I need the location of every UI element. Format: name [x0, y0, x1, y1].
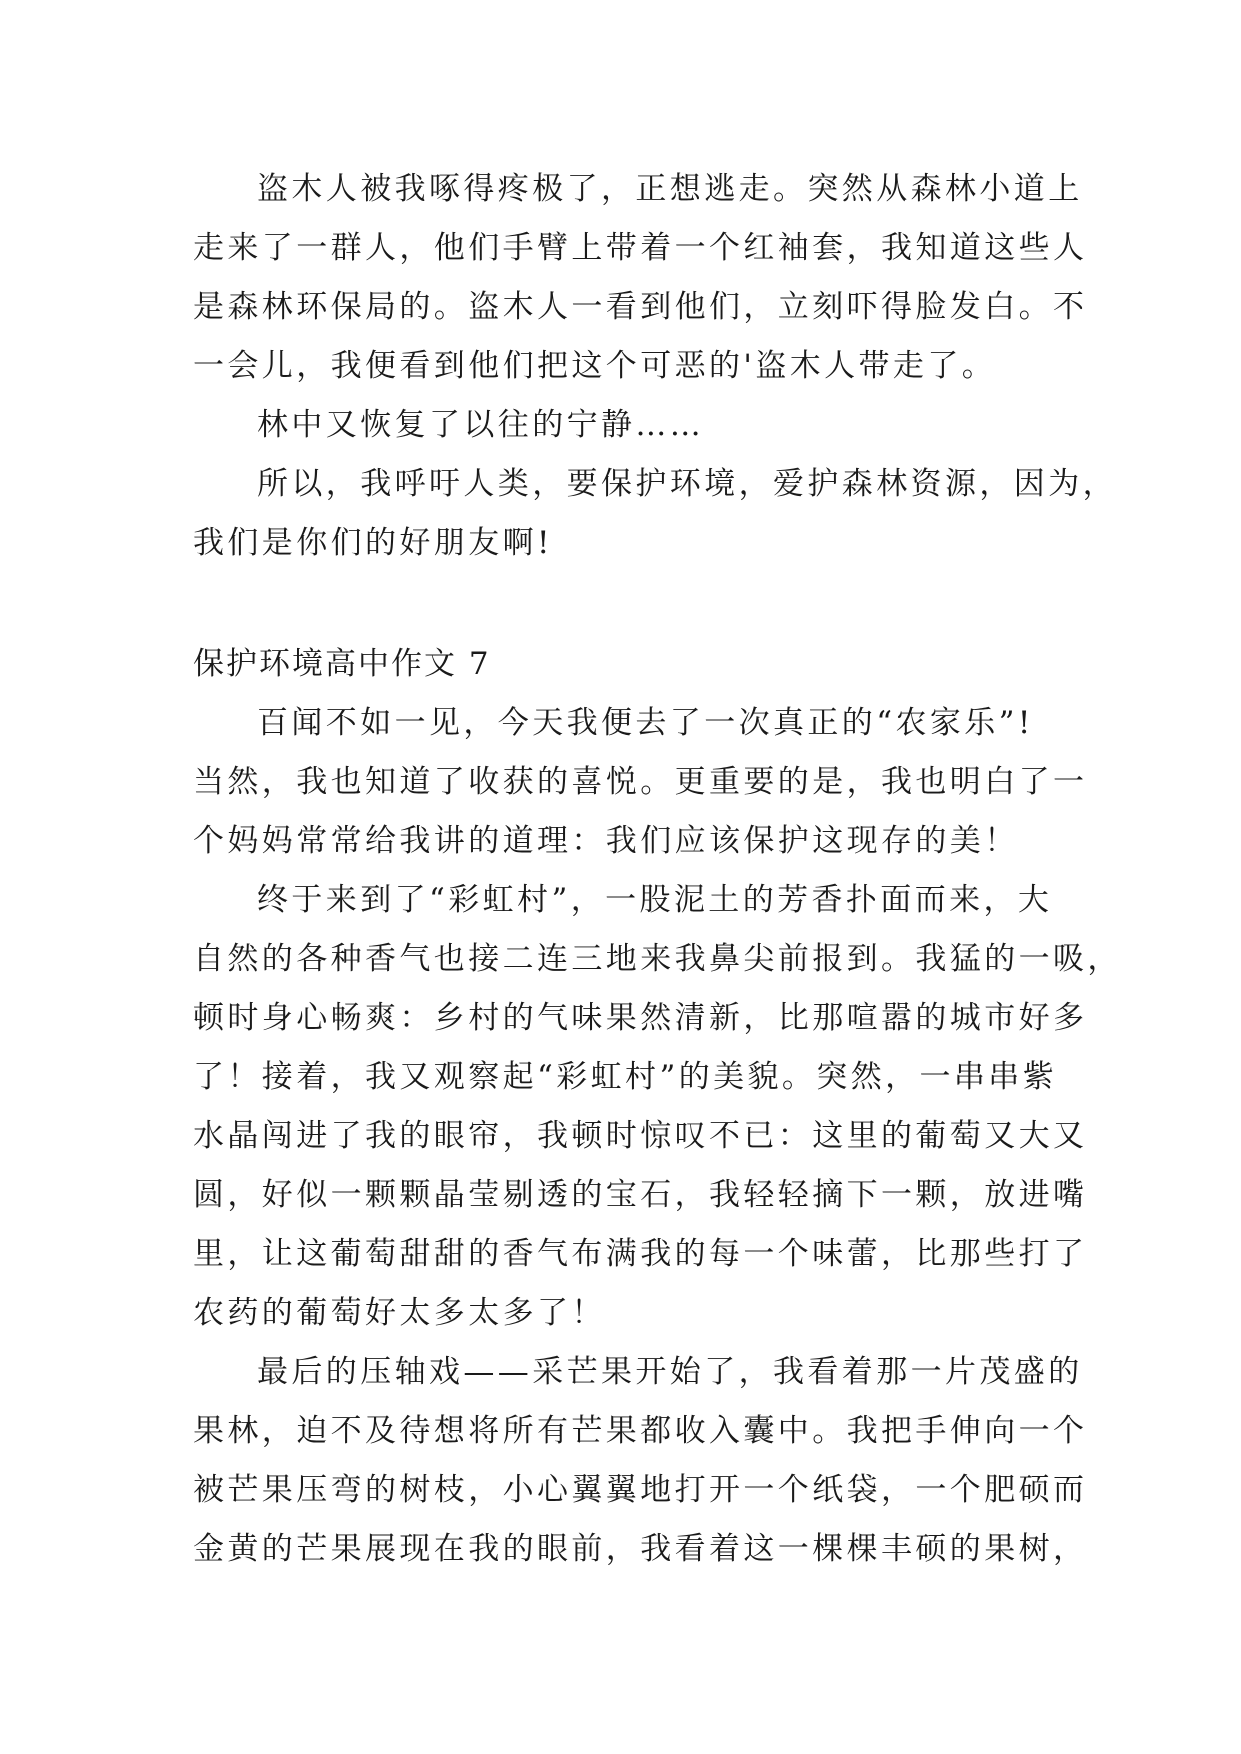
text-line: 当然，我也知道了收获的喜悦。更重要的是，我也明白了一 — [193, 764, 1088, 800]
text-line: 是森林环保局的。盗木人一看到他们，立刻吓得脸发白。不 — [193, 289, 1088, 325]
text-line: 百闻不如一见，今天我便去了一次真正的“农家乐”! — [257, 705, 1034, 741]
text-line: 自然的各种香气也接二连三地来我鼻尖前报到。我猛的一吸， — [193, 941, 1122, 977]
text-line: 一会儿，我便看到他们把这个可恶的'盗木人带走了。 — [193, 348, 997, 384]
text-line: 圆，好似一颗颗晶莹剔透的宝石，我轻轻摘下一颗，放进嘴 — [193, 1177, 1088, 1213]
document-body — [193, 160, 1122, 1579]
text-line: 林中又恢复了以往的宁静…… — [257, 407, 705, 443]
paragraph — [193, 1343, 1088, 1579]
text-line: 走来了一群人，他们手臂上带着一个红袖套，我知道这些人 — [193, 230, 1088, 266]
paragraph — [193, 160, 1088, 396]
text-line: 被芒果压弯的树枝，小心翼翼地打开一个纸袋，一个肥硕而 — [193, 1472, 1088, 1508]
paragraph — [193, 694, 1088, 871]
text-line: 农药的葡萄好太多太多了！ — [193, 1295, 606, 1331]
section-heading: 保护环境高中作文 7 — [193, 646, 491, 682]
text-line: 最后的压轴戏——采芒果开始了，我看着那一片茂盛的 — [257, 1354, 1083, 1390]
text-line: 所以，我呼吁人类，要保护环境，爱护森林资源，因为， — [257, 466, 1117, 502]
section-gap — [193, 573, 1053, 635]
text-line: 了！接着，我又观察起“彩虹村”的美貌。突然，一串串紫 — [193, 1059, 1058, 1095]
text-line: 终于来到了“彩虹村”，一股泥土的芳香扑面而来，大 — [257, 882, 1053, 918]
text-line: 盗木人被我啄得疼极了，正想逃走。突然从森林小道上 — [257, 171, 1083, 207]
paragraph — [193, 455, 1117, 573]
text-line: 果林，迫不及待想将所有芒果都收入囊中。我把手伸向一个 — [193, 1413, 1088, 1449]
text-line: 里，让这葡萄甜甜的香气布满我的每一个味蕾，比那些打了 — [193, 1236, 1088, 1272]
text-line: 个妈妈常常给我讲的道理：我们应该保护这现存的美！ — [193, 823, 1019, 859]
text-line: 水晶闯进了我的眼帘，我顿时惊叹不已：这里的葡萄又大又 — [193, 1118, 1088, 1154]
text-line: 顿时身心畅爽：乡村的气味果然清新，比那喧嚣的城市好多 — [193, 1000, 1088, 1036]
paragraph — [193, 396, 1053, 455]
paragraph — [193, 871, 1122, 1343]
text-line: 金黄的芒果展现在我的眼前，我看着这一棵棵丰硕的果树， — [193, 1531, 1088, 1567]
text-line: 我们是你们的好朋友啊! — [193, 525, 553, 561]
